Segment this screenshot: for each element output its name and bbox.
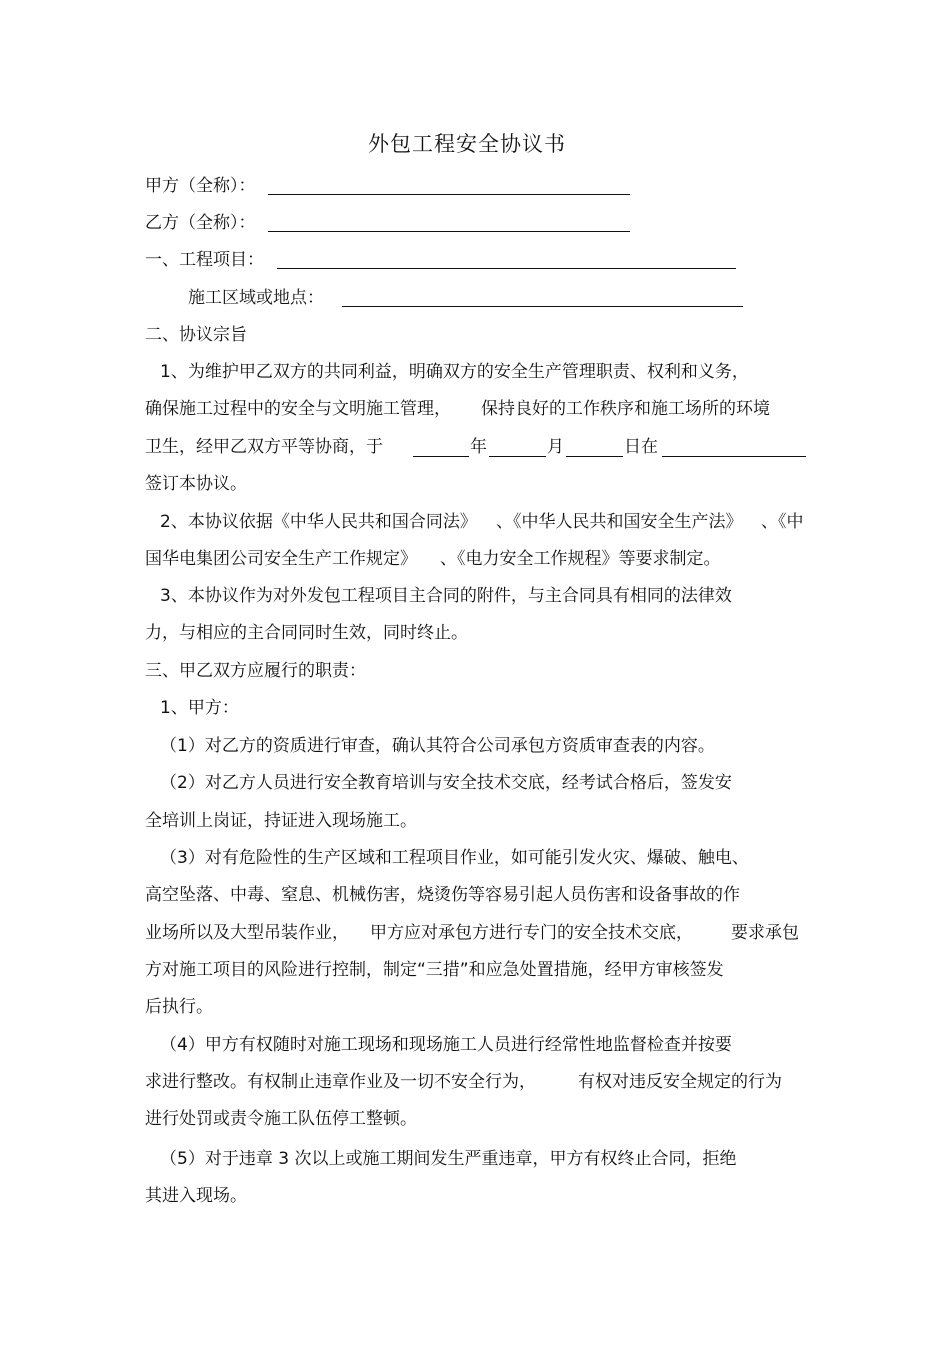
duty5-line1: （5）对于违章 3 次以上或施工期间发生严重违章，甲方有权终止合同，拒绝 — [160, 1149, 737, 1169]
duty3-line3c: 要求承包 — [731, 923, 799, 943]
duty3-line4: 方对施工项目的风险进行控制，制定“三措”和应急处置措施，经甲方审核签发 — [145, 960, 724, 980]
p2-line1a: 2、本协议依据《中华人民共和国合同法》 — [160, 512, 477, 532]
duty2-line1: （2）对乙方人员进行安全教育培训与安全技术交底，经考试合格后，签发安 — [160, 773, 732, 793]
duty4-line1: （4）甲方有权随时对施工现场和现场施工人员进行经常性地监督检查并按要 — [160, 1035, 732, 1055]
p3-line2: 力，与相应的主合同同时生效，同时终止。 — [145, 623, 468, 643]
party-b-label: 乙方（全称）： — [145, 213, 256, 233]
p2-line1c: 、《中 — [761, 512, 804, 532]
party-b-blank — [268, 231, 630, 232]
duty3-line2: 高空坠落、中毒、窒息、机械伤害，烧烫伤等容易引起人员伤害和设备事故的作 — [145, 885, 740, 905]
section3-heading: 三、甲乙双方应履行的职责： — [145, 661, 366, 681]
section2-heading: 二、协议宗旨 — [145, 325, 247, 345]
duty3-line1: （3）对有危险性的生产区域和工程项目作业，如可能引发火灾、爆破、触电、 — [160, 848, 749, 868]
p1-line1: 1、为维护甲乙双方的共同利益，明确双方的安全生产管理职责、权利和义务， — [160, 362, 749, 382]
duty4-line3: 进行处罚或责令施工队伍停工整顿。 — [145, 1109, 417, 1129]
project-label: 一、工程项目： — [145, 250, 264, 270]
duty3-line5: 后执行。 — [145, 997, 213, 1017]
p1-line4: 签订本协议。 — [145, 474, 247, 494]
p1-line3-prefix: 卫生，经甲乙双方平等协商，于 — [145, 437, 383, 457]
day-blank — [566, 456, 623, 457]
document-title: 外包工程安全协议书 — [368, 132, 566, 156]
duty1-line1: （1）对乙方的资质进行审查，确认其符合公司承包方资质审查表的内容。 — [160, 736, 715, 756]
p2-line2a: 国华电集团公司安全生产工作规定》 — [145, 549, 417, 569]
p1-day-at: 日在 — [624, 437, 658, 457]
year-blank — [413, 456, 469, 457]
duty4-line2a: 求进行整改。有权制止违章作业及一切不安全行为， — [145, 1072, 536, 1092]
project-blank — [277, 268, 736, 269]
p3-line1: 3、本协议作为对外发包工程项目主合同的附件，与主合同具有相同的法律效 — [160, 586, 732, 606]
p2-line1b: 、《中华人民共和国安全生产法》 — [496, 512, 743, 532]
duty4-line2b: 有权对违反安全规定的行为 — [578, 1072, 782, 1092]
duty5-line2: 其进入现场。 — [145, 1186, 247, 1206]
p1-month: 月 — [547, 437, 564, 457]
place-blank — [662, 456, 806, 457]
p1-year: 年 — [470, 437, 487, 457]
p1-line2a: 确保施工过程中的安全与文明施工管理， — [145, 399, 451, 419]
p1-line2b: 保持良好的工作秩序和施工场所的环境 — [481, 399, 770, 419]
party-a-label: 甲方（全称）： — [145, 176, 256, 196]
month-blank — [489, 456, 546, 457]
duty3-line3a: 业场所以及大型吊装作业， — [145, 923, 349, 943]
site-label: 施工区域或地点： — [188, 288, 324, 308]
party-a-duties-label: 1、甲方： — [160, 698, 239, 718]
party-a-blank — [268, 194, 630, 195]
p2-line2b: 、《电力安全工作规程》等要求制定。 — [440, 549, 721, 569]
site-blank — [342, 306, 743, 307]
duty3-line3b: 甲方应对承包方进行专门的安全技术交底， — [370, 923, 693, 943]
duty2-line2: 全培训上岗证，持证进入现场施工。 — [145, 811, 417, 831]
